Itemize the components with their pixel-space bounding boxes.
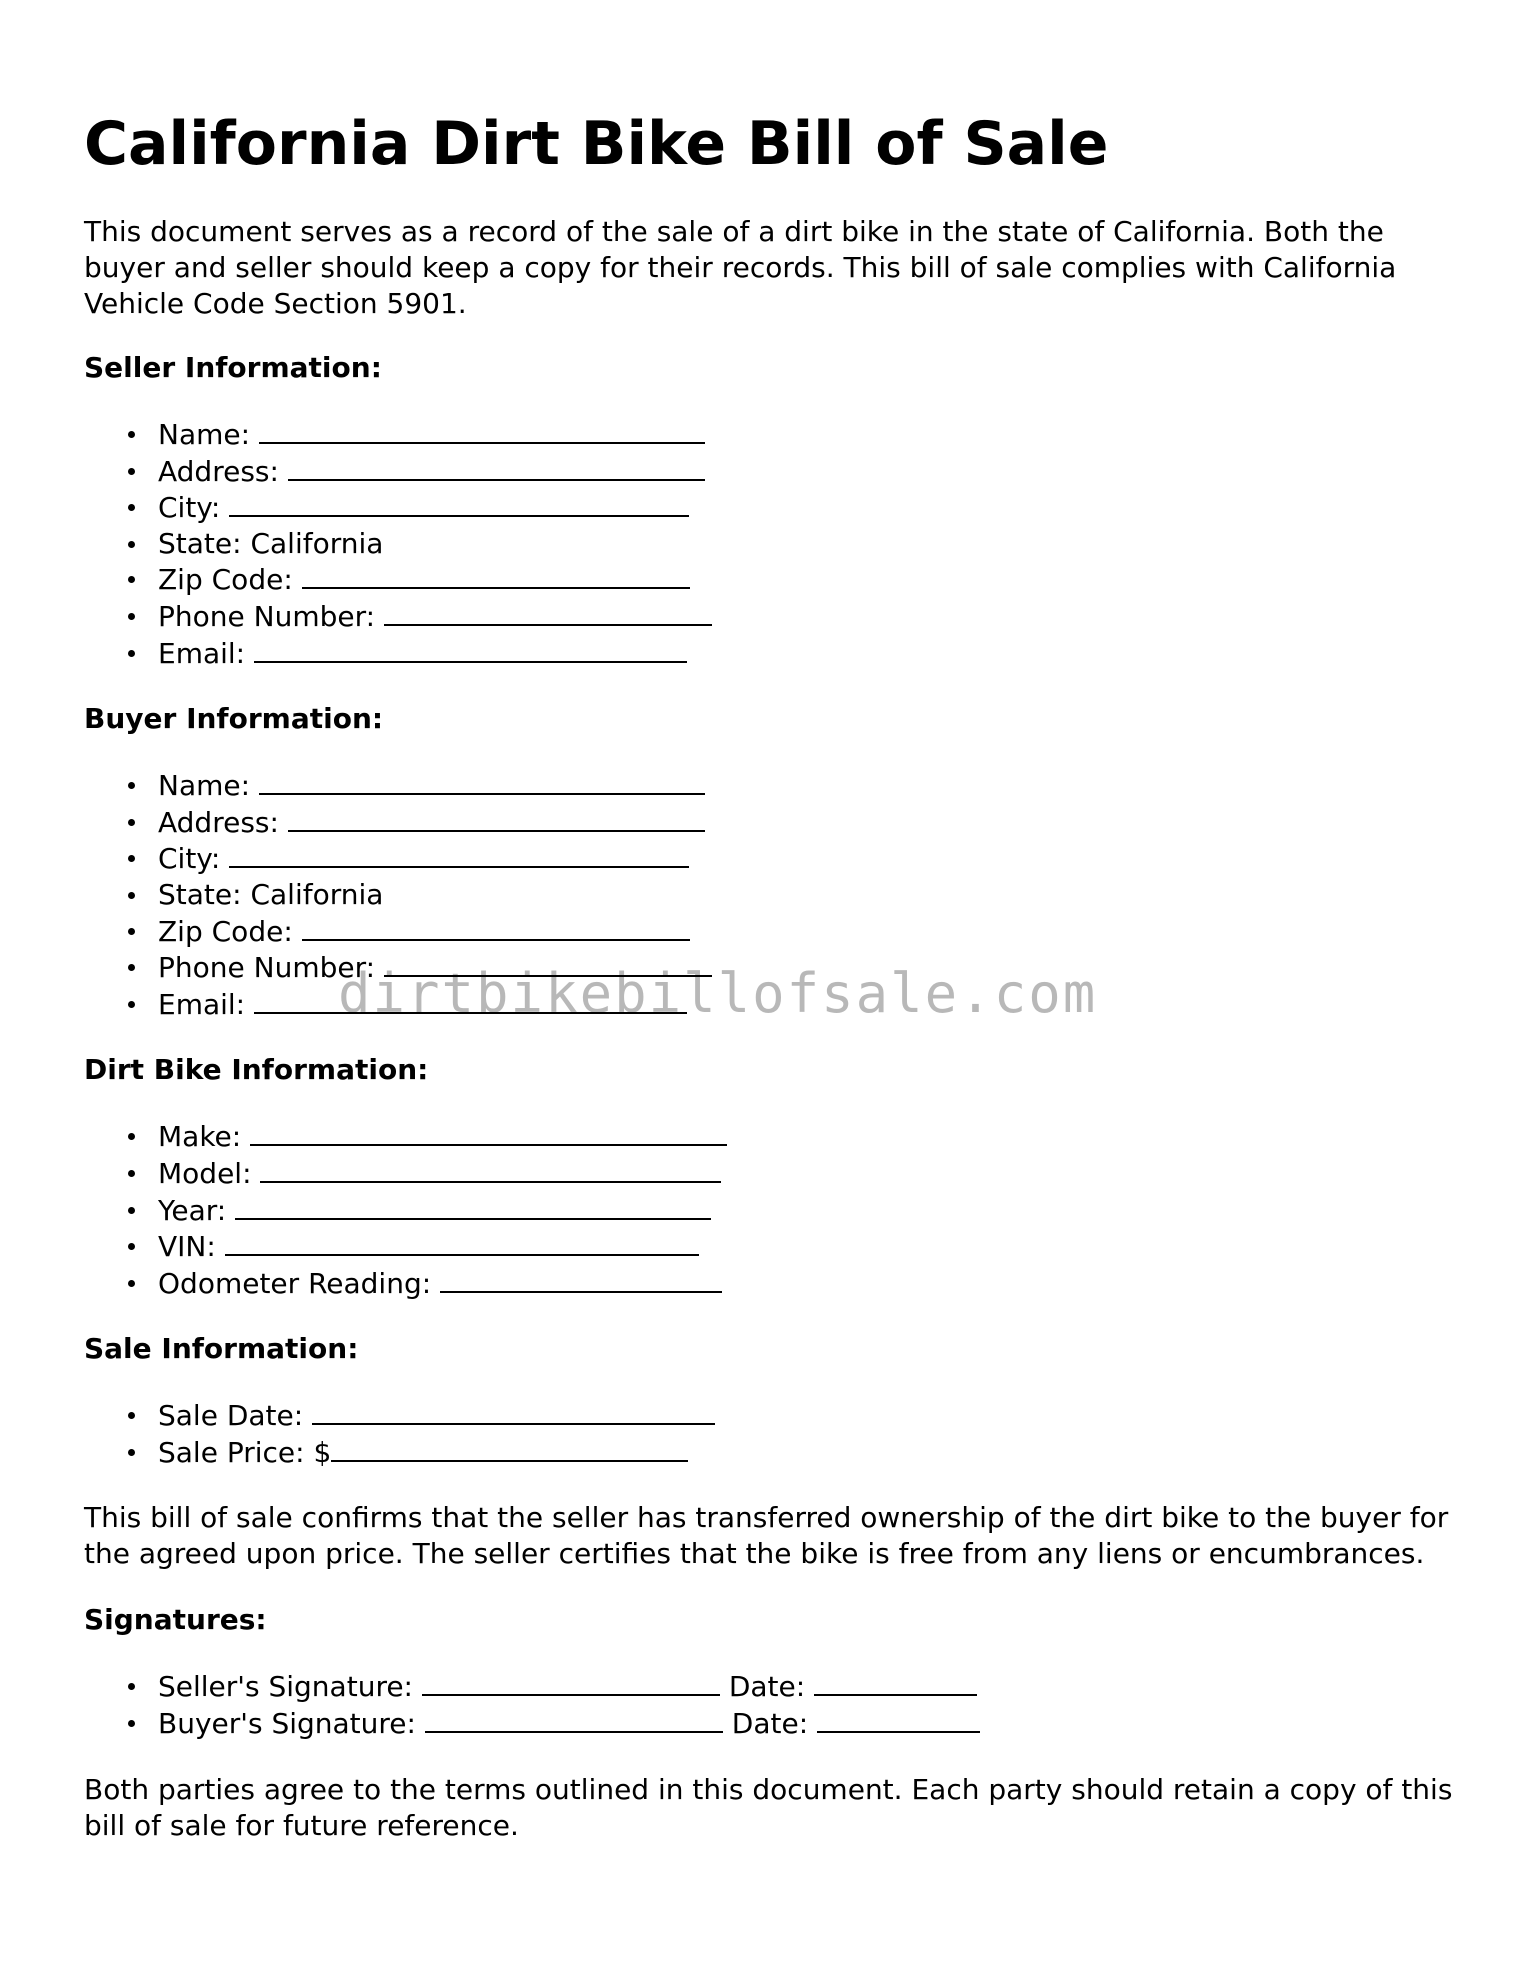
- buyer-date-line[interactable]: [817, 1705, 980, 1733]
- seller-city-field: City:: [84, 489, 1454, 526]
- seller-name-line[interactable]: [259, 416, 705, 444]
- bike-vin-line[interactable]: [225, 1228, 699, 1256]
- bike-odometer-field: Odometer Reading:: [84, 1265, 1454, 1302]
- buyer-state-field: State: California: [84, 877, 1454, 913]
- seller-name-field: Name:: [84, 416, 1454, 453]
- sale-price-field: Sale Price: $: [84, 1434, 1454, 1471]
- sale-date-line[interactable]: [312, 1397, 715, 1425]
- buyer-zip-field: Zip Code:: [84, 913, 1454, 950]
- seller-address-line[interactable]: [288, 453, 705, 481]
- seller-zip-line[interactable]: [302, 561, 690, 589]
- bike-year-field: Year:: [84, 1192, 1454, 1229]
- buyer-heading: Buyer Information:: [84, 702, 384, 736]
- confirmation-paragraph: This bill of sale confirms that the seller has transferred ownership of the dirt bike to the buyer for the agreed upon price. The seller certifies that the bike is free from any liens or encumbrances.: [84, 1501, 1449, 1571]
- seller-address-field: Address:: [84, 453, 1454, 490]
- bike-odometer-line[interactable]: [440, 1265, 722, 1293]
- watermark-text: dirtbikebillofsale.com: [338, 962, 1098, 1025]
- buyer-signature-field: Buyer's Signature: Date:: [84, 1705, 1454, 1742]
- buyer-zip-line[interactable]: [302, 913, 690, 941]
- seller-signature-field: Seller's Signature: Date:: [84, 1668, 1454, 1705]
- intro-paragraph: This document serves as a record of the sale of a dirt bike in the state of California. Both the buyer and seller should keep a copy for their records. This bill of sale complies with California Vehicle Code Section 5901.: [84, 215, 1397, 320]
- seller-signature-line[interactable]: [422, 1668, 720, 1696]
- sale-heading: Sale Information:: [84, 1332, 359, 1366]
- bike-heading: Dirt Bike Information:: [84, 1053, 429, 1087]
- document-title: California Dirt Bike Bill of Sale: [84, 109, 1109, 179]
- buyer-name-field: Name:: [84, 767, 1454, 804]
- buyer-address-field: Address:: [84, 804, 1454, 841]
- buyer-name-line[interactable]: [259, 767, 705, 795]
- bike-make-field: Make:: [84, 1118, 1454, 1155]
- bike-model-line[interactable]: [260, 1155, 721, 1183]
- seller-email-field: Email:: [84, 635, 1454, 672]
- buyer-city-line[interactable]: [229, 840, 689, 868]
- bike-vin-field: VIN:: [84, 1228, 1454, 1265]
- seller-city-line[interactable]: [229, 489, 689, 517]
- bike-year-line[interactable]: [235, 1192, 711, 1220]
- buyer-address-line[interactable]: [288, 804, 705, 832]
- signatures-heading: Signatures:: [84, 1603, 267, 1637]
- closing-paragraph: Both parties agree to the terms outlined in this document. Each party should retain a copy of this bill of sale for future reference.: [84, 1772, 1453, 1842]
- seller-state-field: State: California: [84, 526, 1454, 562]
- sale-price-line[interactable]: [331, 1434, 688, 1462]
- seller-fields: [84, 416, 1454, 671]
- signature-fields: [84, 1668, 1454, 1741]
- seller-heading: Seller Information:: [84, 351, 382, 384]
- seller-phone-field: Phone Number:: [84, 598, 1454, 635]
- buyer-email-field: Email:: [84, 986, 1454, 1023]
- bike-model-field: Model:: [84, 1155, 1454, 1192]
- sale-fields: [84, 1397, 1454, 1470]
- bike-make-line[interactable]: [250, 1118, 727, 1146]
- sale-date-field: Sale Date:: [84, 1397, 1454, 1434]
- seller-zip-field: Zip Code:: [84, 561, 1454, 598]
- buyer-signature-line[interactable]: [425, 1705, 723, 1733]
- seller-date-line[interactable]: [814, 1668, 977, 1696]
- seller-phone-line[interactable]: [384, 598, 712, 626]
- buyer-city-field: City:: [84, 840, 1454, 877]
- bike-fields: [84, 1118, 1454, 1301]
- buyer-phone-field: Phone Number:: [84, 949, 1454, 986]
- seller-email-line[interactable]: [254, 635, 687, 663]
